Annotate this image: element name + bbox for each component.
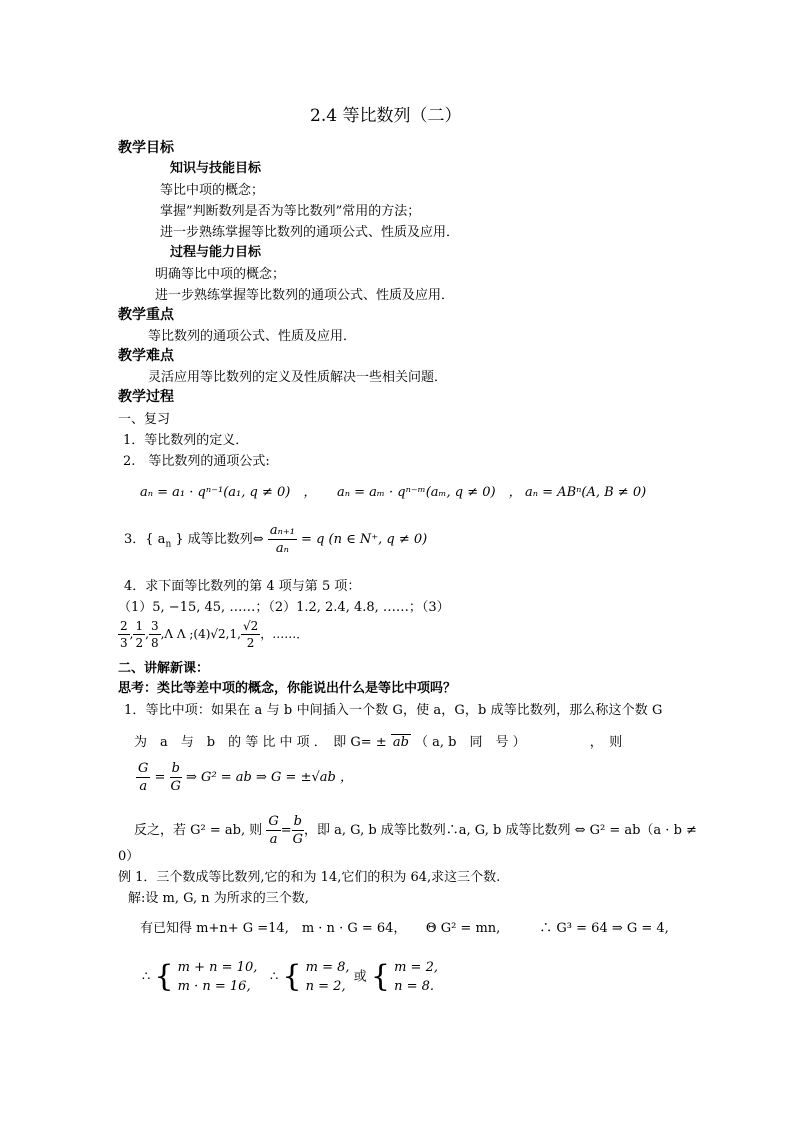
lesson-heading: 二、讲解新课： bbox=[118, 661, 210, 676]
frac-den: 2 bbox=[246, 636, 255, 650]
system-line: m = 2, bbox=[394, 960, 438, 975]
formula-exponential: aₙ = ABⁿ(A, B ≠ 0) bbox=[525, 485, 647, 500]
frac-den: a bbox=[139, 779, 148, 794]
page-title: 2.4 等比数列（二） bbox=[310, 106, 462, 126]
heading-goals: 教学目标 bbox=[118, 140, 174, 156]
difficulty-text: 灵活应用等比数列的定义及性质解决一些相关问题． bbox=[148, 370, 448, 385]
example-problem: 例 1．三个数成等比数列,它的和为 14,它们的积为 64,求这三个数. bbox=[118, 870, 501, 885]
ratio-num: aₙ₊₁ bbox=[269, 523, 295, 538]
system-lines bbox=[306, 958, 350, 996]
sqrt-ab: ab bbox=[392, 735, 409, 750]
frac-num: 2 bbox=[120, 619, 128, 633]
lesson-think: 思考：类比等差中项的概念，你能说出什么是等比中项吗？ bbox=[118, 681, 457, 696]
frac-num: b bbox=[293, 814, 302, 829]
converse-a: 反之，若 G² = ab, 则 bbox=[134, 823, 263, 838]
heading-goal-process: 过程与能力目标 bbox=[170, 245, 262, 260]
frac-den: G bbox=[170, 779, 181, 794]
review-item-4: 4．求下面等比数列的第 4 项与第 5 项： bbox=[124, 579, 361, 594]
fraction-b-G bbox=[292, 815, 304, 846]
fraction bbox=[118, 620, 130, 649]
frac-num: 1 bbox=[135, 619, 144, 633]
frac-num: 3 bbox=[150, 619, 159, 633]
system-lines bbox=[178, 958, 258, 996]
solution-line-2: 有已知得 m+n+ G =14, m · n · G = 64， Θ G² = mn, ∴ G³ = 64 ⇒ G = 4, bbox=[140, 921, 669, 936]
geometric-mean-derivation: $\frac{G}{a}$ = $\frac{b}{G}$ ⇒ G² = ab ⇒ G = ±√ab ， bbox=[138, 761, 353, 794]
fraction bbox=[133, 620, 145, 649]
converse-line: 反之，若 G² = ab, 则 $\frac{G}{a}$ = $\frac{b}{G}$ ，即 a, G, b 成等比数列∴a, G, b 成等比数列 ⇔ G² = ab（a · b ≠ bbox=[134, 814, 697, 847]
goal-skills-item: 等比中项的概念； bbox=[160, 183, 265, 198]
brace: { bbox=[154, 959, 174, 994]
system-line: m = 8, bbox=[305, 960, 350, 975]
system-lines bbox=[394, 958, 438, 996]
formula-general-term: aₙ = a₁ · qⁿ⁻¹(a₁, q ≠ 0) ， bbox=[140, 485, 317, 500]
frac-num: √2 bbox=[242, 619, 259, 633]
system-line: m + n = 10, bbox=[177, 960, 258, 975]
review-item-2: 2. 等比数列的通项公式: bbox=[123, 454, 270, 469]
item3-sub: n bbox=[165, 539, 172, 550]
formula-general-term-m: aₙ = aₘ · qⁿ⁻ᵐ(aₘ, q ≠ 0) ， bbox=[337, 485, 522, 500]
system-line: n = 8. bbox=[394, 979, 435, 994]
frac-den: a bbox=[269, 832, 278, 847]
system-line: m · n = 16, bbox=[177, 979, 251, 994]
frac-num: b bbox=[171, 761, 180, 776]
frac-den: G bbox=[292, 832, 304, 847]
equation-system-1: ∴ { m + n = 10, m · n = 16, bbox=[142, 959, 258, 994]
heading-goal-skills: 知识与技能目标 bbox=[170, 161, 262, 176]
frac-den: 8 bbox=[150, 636, 159, 650]
equation-system-2: ∴ { m = 8, n = 2, 或 { m = 2, n = 8. bbox=[270, 959, 438, 994]
solution-line-1: 解:设 m, G, n 为所求的三个数, bbox=[128, 891, 309, 906]
converse-b: ，即 a, G, b 成等比数列∴a, G, b 成等比数列 ⇔ G² = ab（a · b ≠ bbox=[304, 823, 697, 838]
item4-end: ，……． bbox=[260, 627, 309, 641]
item3-prefix: 3．{ a bbox=[124, 532, 166, 547]
heading-difficulty: 教学难点 bbox=[118, 348, 174, 364]
fraction-b-G bbox=[170, 762, 182, 793]
brace: { bbox=[370, 959, 390, 994]
fraction-G-a bbox=[136, 762, 150, 793]
fraction bbox=[241, 620, 260, 649]
ratio-fraction bbox=[268, 524, 297, 555]
heading-key: 教学重点 bbox=[118, 307, 174, 323]
goal-process-item: 明确等比中项的概念； bbox=[155, 267, 286, 282]
review-heading: 一、复习 bbox=[118, 412, 171, 427]
review-item-4-line1: （1）5, −15, 45, ……；（2）1.2, 2.4, 4.8, ……；（3） bbox=[118, 600, 450, 615]
frac-num: G bbox=[138, 761, 149, 776]
goal-process-item: 进一步熟练掌握等比数列的通项公式、性质及应用． bbox=[155, 288, 455, 303]
derivation-rest: ⇒ G² = ab ⇒ G = ±√ab ， bbox=[186, 770, 353, 785]
converse-line-end: 0） bbox=[118, 849, 140, 864]
goal-skills-item: 进一步熟练掌握等比数列的通项公式、性质及应用． bbox=[160, 225, 460, 240]
review-item-3 bbox=[124, 524, 427, 555]
def-line2-a: 为 a 与 b 的 等 比 中 项 ． 即 G= ± bbox=[134, 735, 387, 750]
frac-den: 3 bbox=[120, 636, 128, 650]
review-item-1: 1．等比数列的定义． bbox=[123, 433, 249, 448]
fraction bbox=[149, 620, 161, 649]
item3-suffix: = q (n ∈ N⁺, q ≠ 0) bbox=[301, 532, 428, 547]
frac-den: 2 bbox=[135, 636, 144, 650]
frac-num: G bbox=[268, 814, 279, 829]
goal-skills-item: 掌握”判断数列是否为等比数列”常用的方法； bbox=[160, 204, 421, 219]
review-item-4-line2: $\frac{2}{3}$ , $\frac{1}{2}$ , $\frac{3}{8}$ ,Λ Λ ;(4)√2,1, $\frac{√2}{2}$ ，……． bbox=[120, 619, 309, 650]
item3-mid: } 成等比数列⇔ bbox=[171, 532, 264, 547]
heading-process: 教学过程 bbox=[118, 389, 174, 405]
system-line: n = 2, bbox=[305, 979, 346, 994]
or-label: 或 bbox=[353, 969, 367, 985]
definition-line-1: 1．等比中项：如果在 a 与 b 中间插入一个数 G，使 a，G，b 成等比数列，那么称这个数 G bbox=[124, 703, 663, 718]
definition-line-2 bbox=[134, 736, 622, 749]
fraction-G-a bbox=[266, 815, 280, 846]
brace: { bbox=[282, 959, 302, 994]
item4-mid: ,Λ Λ ;(4)√2,1, bbox=[160, 627, 241, 641]
ratio-den: aₙ bbox=[275, 541, 289, 556]
key-text: 等比数列的通项公式、性质及应用． bbox=[148, 329, 357, 344]
def-line2-c: ， 则 bbox=[589, 735, 623, 750]
def-line2-b: （ a, b 同 号 ） bbox=[415, 735, 526, 750]
